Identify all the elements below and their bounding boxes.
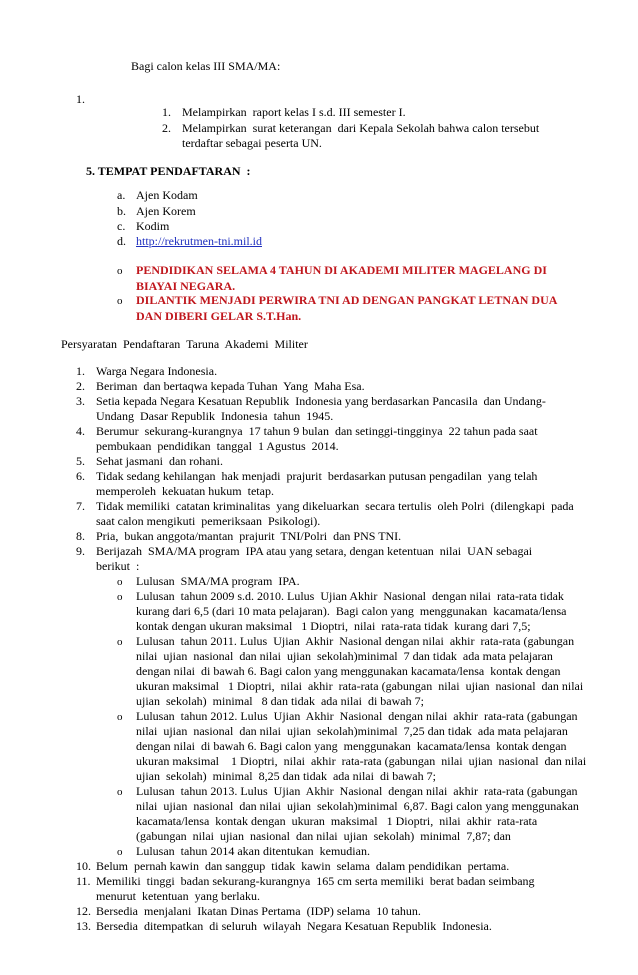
location-c-text: Kodim: [136, 219, 170, 233]
req-13-number: 13.: [76, 919, 91, 933]
highlight-2-bullet: o: [117, 295, 123, 307]
req-11-line-1: Memiliki tinggi badan sekurang-kurangnya 165 cm serta memiliki berat badan seimbang: [96, 874, 535, 888]
sub-4-bullet: o: [117, 711, 123, 723]
req-11-number: 11.: [76, 874, 91, 888]
sub-6-bullet: o: [117, 846, 123, 858]
section-5-title: 5. TEMPAT PENDAFTARAN :: [86, 164, 251, 178]
sub-6-line-1: Lulusan tahun 2014 akan ditentukan kemudian.: [136, 844, 370, 858]
sma-item-2-number: 2.: [162, 121, 171, 135]
sma-item-1-text: Melampirkan raport kelas I s.d. III semester I.: [182, 105, 406, 119]
req-4-line-2: pembukaan pendidikan tanggal 1 Agustus 2014.: [96, 439, 339, 453]
req-7-number: 7.: [76, 499, 85, 513]
intro-number: 1.: [76, 92, 85, 106]
sub-3-line-5: ujian sekolah) minimal 8 dan tidak ada nilai di bawah 7;: [136, 694, 424, 708]
sub-1-bullet: o: [117, 576, 123, 588]
req-4-line-1: Berumur sekurang-kurangnya 17 tahun 9 bulan dan setinggi-tingginya 22 tahun pada saat: [96, 424, 538, 438]
persyaratan-title: Persyaratan Pendaftaran Taruna Akademi Militer: [61, 337, 308, 351]
req-10-number: 10.: [76, 859, 91, 873]
recruitment-link[interactable]: http://rekrutmen-tni.mil.id: [136, 234, 262, 248]
location-d-letter: d.: [117, 234, 126, 248]
sma-item-2-line-2: terdaftar sebagai peserta UN.: [182, 136, 322, 150]
req-2-line-1: Beriman dan bertaqwa kepada Tuhan Yang Maha Esa.: [96, 379, 365, 393]
req-3-line-1: Setia kepada Negara Kesatuan Republik Indonesia yang berdasarkan Pancasila dan Undang-: [96, 394, 546, 408]
req-3-number: 3.: [76, 394, 85, 408]
sub-3-bullet: o: [117, 636, 123, 648]
sub-5-line-2: nilai ujian nasional dan nilai ujian sekolah)minimal 6,87. Bagi calon yang menggunakan: [136, 799, 579, 813]
highlight-1-line-1: PENDIDIKAN SELAMA 4 TAHUN DI AKADEMI MILITER MAGELANG DI: [136, 263, 547, 277]
sma-item-1-number: 1.: [162, 105, 171, 119]
sub-3-line-3: dengan nilai di bawah 6. Bagi calon yang menggunakan kacamata/lensa kontak dengan: [136, 664, 561, 678]
req-6-line-2: memperoleh kekuatan hukum tetap.: [96, 484, 274, 498]
sub-3-line-2: nilai ujian nasional dan nilai ujian sekolah)minimal 7 dan tidak ada mata pelajaran: [136, 649, 553, 663]
sub-4-line-2: nilai ujian nasional dan nilai ujian sekolah)minimal 7,25 dan tidak ada mata pelajaran: [136, 724, 568, 738]
location-b-text: Ajen Korem: [136, 204, 196, 218]
sub-5-line-3: kacamata/lensa kontak dengan ukuran maksimal 1 Dioptri, nilai akhir rata-rata: [136, 814, 538, 828]
intro-heading: Bagi calon kelas III SMA/MA:: [131, 59, 281, 73]
sub-5-bullet: o: [117, 786, 123, 798]
req-8-number: 8.: [76, 529, 85, 543]
location-a-letter: a.: [117, 188, 126, 202]
req-6-number: 6.: [76, 469, 85, 483]
sub-1-line-1: Lulusan SMA/MA program IPA.: [136, 574, 300, 588]
req-12-number: 12.: [76, 904, 91, 918]
sub-5-line-1: Lulusan tahun 2013. Lulus Ujian Akhir Nasional dengan nilai akhir rata-rata (gabungan: [136, 784, 578, 798]
req-1-number: 1.: [76, 364, 85, 378]
req-11-line-2: menurut ketentuan yang berlaku.: [96, 889, 260, 903]
req-7-line-1: Tidak memiliki catatan kriminalitas yang dikeluarkan secara tertulis oleh Polri (dilengkapi pada: [96, 499, 574, 513]
req-6-line-1: Tidak sedang kehilangan hak menjadi prajurit berdasarkan putusan pengadilan yang telah: [96, 469, 538, 483]
req-1-line-1: Warga Negara Indonesia.: [96, 364, 218, 378]
highlight-1-bullet: o: [117, 265, 123, 277]
sub-2-line-1: Lulusan tahun 2009 s.d. 2010. Lulus Ujian Akhir Nasional dengan nilai rata-rata tidak: [136, 589, 564, 603]
sub-3-line-1: Lulusan tahun 2011. Lulus Ujian Akhir Nasional dengan nilai akhir rata-rata (gabungan: [136, 634, 575, 648]
sub-3-line-4: ukuran maksimal 1 Dioptri, nilai akhir rata-rata (gabungan nilai ujian nasional dan nilai: [136, 679, 584, 693]
req-9-number: 9.: [76, 544, 85, 558]
sub-4-line-1: Lulusan tahun 2012. Lulus Ujian Akhir Nasional dengan nilai akhir rata-rata (gabungan: [136, 709, 578, 723]
req-8-line-1: Pria, bukan anggota/mantan prajurit TNI/Polri dan PNS TNI.: [96, 529, 402, 543]
req-12-line-1: Bersedia menjalani Ikatan Dinas Pertama (IDP) selama 10 tahun.: [96, 904, 421, 918]
sub-4-line-4: ukuran maksimal 1 Dioptri, nilai akhir rata-rata (gabungan nilai ujian nasional dan nilai: [136, 754, 587, 768]
req-13-line-1: Bersedia ditempatkan di seluruh wilayah Negara Kesatuan Republik Indonesia.: [96, 919, 492, 933]
req-2-number: 2.: [76, 379, 85, 393]
sma-item-2-line-1: Melampirkan surat keterangan dari Kepala Sekolah bahwa calon tersebut: [182, 121, 540, 135]
req-10-line-1: Belum pernah kawin dan sanggup tidak kawin selama dalam pendidikan pertama.: [96, 859, 510, 873]
highlight-2-line-1: DILANTIK MENJADI PERWIRA TNI AD DENGAN PANGKAT LETNAN DUA: [136, 293, 558, 307]
req-5-number: 5.: [76, 454, 85, 468]
highlight-2-line-2: DAN DIBERI GELAR S.T.Han.: [136, 309, 302, 323]
req-7-line-2: saat calon mengikuti pemeriksaan Psikologi).: [96, 514, 321, 528]
sub-2-bullet: o: [117, 591, 123, 603]
sub-4-line-5: ujian sekolah) minimal 8,25 dan tidak ada nilai di bawah 7;: [136, 769, 436, 783]
req-9-line-1: Berijazah SMA/MA program IPA atau yang setara, dengan ketentuan nilai UAN sebagai: [96, 544, 533, 558]
sub-4-line-3: dengan nilai di bawah 6. Bagi calon yang menggunakan kacamata/lensa kontak dengan: [136, 739, 567, 753]
location-c-letter: c.: [117, 219, 126, 233]
sub-2-line-3: kontak dengan ukuran maksimal 1 Dioptri, nilai rata-rata tidak kurang dari 7,5;: [136, 619, 531, 633]
req-9-line-2: berikut :: [96, 559, 140, 573]
highlight-1-line-2: BIAYAI NEGARA.: [136, 279, 236, 293]
req-4-number: 4.: [76, 424, 85, 438]
sub-2-line-2: kurang dari 6,5 (dari 10 mata pelajaran). Bagi calon yang menggunakan kacamata/lensa: [136, 604, 567, 618]
sub-5-line-4: (gabungan nilai ujian nasional dan nilai ujian sekolah) minimal 7,87; dan: [136, 829, 511, 843]
req-3-line-2: Undang Dasar Republik Indonesia tahun 1945.: [96, 409, 334, 423]
location-b-letter: b.: [117, 204, 126, 218]
req-5-line-1: Sehat jasmani dan rohani.: [96, 454, 223, 468]
location-a-text: Ajen Kodam: [136, 188, 198, 202]
